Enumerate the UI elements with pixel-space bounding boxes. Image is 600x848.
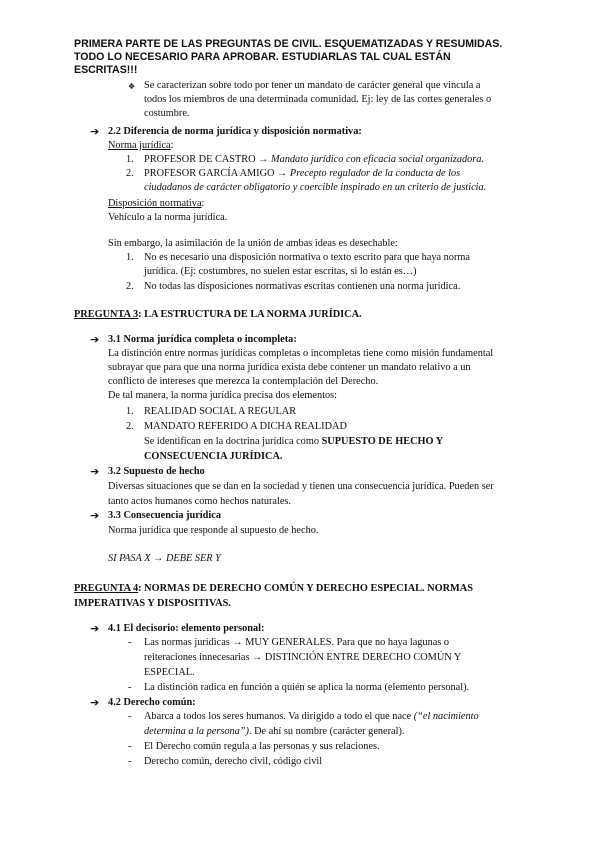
s31-line-4: De tal manera, la norma jurídica precisa dos elementos:: [108, 390, 338, 401]
section-4-1-title: 4.1 El decisorio: elemento personal:: [108, 623, 265, 634]
point-1-line-2: jurídica. (Ej: costumbres, no suelen estar escritas, si lo están es…): [144, 266, 417, 277]
definition-item-2-cont: ciudadanos de carácter obligatorio y coercible inspirado en un criterio de justicia.: [144, 182, 487, 193]
formula: SI PASA X → DEBE SER Y: [108, 553, 221, 564]
doc-title-line-1: PRIMERA PARTE DE LAS PREGUNTAS DE CIVIL. ESQUEMATIZADAS Y RESUMIDAS.: [74, 38, 503, 50]
identifican-line-2: CONSECUENCIA JURÍDICA.: [144, 451, 283, 462]
definition-item-2-text: PROFESOR GARCÍA AMIGO → Precepto regulador de la conducta de los: [144, 168, 461, 179]
norma-juridica-label: Norma jurídica:: [108, 140, 174, 151]
pregunta-3-heading: PREGUNTA 3: LA ESTRUCTURA DE LA NORMA JURÍDICA.: [74, 309, 362, 320]
arrow-bullet-icon: ➔: [90, 465, 100, 478]
s31-line-2: subrayar que para que una norma jurídica exista debe contener un mandato relativo a un: [108, 362, 471, 373]
definition-item-1: 1.: [126, 154, 134, 165]
dash-bullet: -: [128, 756, 132, 767]
point-2-num: 2.: [126, 281, 134, 292]
section-2-2-title: 2.2 Diferencia de norma jurídica y disposición normativa:: [108, 126, 362, 137]
pregunta-4-heading: PREGUNTA 4: NORMAS DE DERECHO COMÚN Y DERECHO ESPECIAL. NORMAS: [74, 583, 473, 594]
s42-b1-line-2: determina a la persona”). De ahí su nombre (carácter general).: [144, 726, 405, 737]
intro-line-2: todos los miembros de una determinada comunidad. Ej: ley de las cortes generales o: [144, 94, 492, 105]
dash-bullet: -: [128, 682, 132, 693]
sin-embargo-text: Sin embargo, la asimilación de la unión de ambas ideas es desechable:: [108, 238, 398, 249]
disposicion-normativa-label: Disposición normativa:: [108, 198, 205, 209]
section-3-3-title: 3.3 Consecuencia jurídica: [108, 510, 221, 521]
s42-b1-line-1: Abarca a todos los seres humanos. Va dirigido a todo el que nace (“el nacimiento: [144, 711, 479, 722]
element-2-num: 2.: [126, 421, 134, 432]
dash-bullet: -: [128, 741, 132, 752]
s31-line-1: La distinción entre normas jurídicas completas o incompletas tiene como misión fundamental: [108, 348, 494, 359]
s32-line-2: tanto actos humanos como hechos naturales.: [108, 496, 292, 507]
s33-text: Norma jurídica que responde al supuesto de hecho.: [108, 525, 319, 536]
section-3-2-title: 3.2 Supuesto de hecho: [108, 466, 205, 477]
s41-b1-line-3: ESPECIAL.: [144, 667, 195, 678]
section-4-2-title: 4.2 Derecho común:: [108, 697, 196, 708]
dash-bullet: -: [128, 711, 132, 722]
s42-b2: El Derecho común regula a las personas y sus relaciones.: [144, 741, 380, 752]
intro-line-3: costumbre.: [144, 108, 190, 119]
doc-title-line-2: TODO LO NECESARIO PARA APROBAR. ESTUDIARLAS TAL CUAL ESTÁN: [74, 51, 451, 63]
arrow-bullet-icon: ➔: [90, 333, 100, 346]
point-1-num: 1.: [126, 252, 134, 263]
diamond-bullet-icon: ❖: [128, 82, 136, 91]
s41-b1-line-1: Las normas jurídicas → MUY GENERALES. Para que no haya lagunas o: [144, 637, 450, 648]
intro-line-1: Se caracterizan sobre todo por tener un mandato de carácter general que vincula a: [144, 80, 481, 91]
definition-item-2: 2.: [126, 168, 134, 179]
element-1-text: REALIDAD SOCIAL A REGULAR: [144, 406, 297, 417]
point-2-line-1: No todas las disposiciones normativas escritas contienen una norma jurídica.: [144, 281, 461, 292]
pregunta-4-heading-cont: IMPERATIVAS Y DISPOSITIVAS.: [74, 598, 231, 609]
doc-title-line-3: ESCRITAS!!!: [74, 64, 138, 76]
definition-item-1-text: PROFESOR DE CASTRO → Mandato jurídico con eficacia social organizadora.: [144, 154, 485, 165]
arrow-bullet-icon: ➔: [90, 125, 100, 138]
arrow-bullet-icon: ➔: [90, 622, 100, 635]
s42-b3: Derecho común, derecho civil, código civil: [144, 756, 323, 767]
dash-bullet: -: [128, 637, 132, 648]
element-1-num: 1.: [126, 406, 134, 417]
arrow-bullet-icon: ➔: [90, 696, 100, 709]
section-3-1-title: 3.1 Norma jurídica completa o incompleta:: [108, 334, 297, 345]
point-1-line-1: No es necesario una disposición normativa o texto escrito para que haya norma: [144, 252, 470, 263]
s41-b2: La distinción radica en función a quién se aplica la norma (elemento personal).: [144, 682, 470, 693]
s32-line-1: Diversas situaciones que se dan en la sociedad y tienen una consecuencia jurídica. Pueden ser: [108, 481, 494, 492]
arrow-bullet-icon: ➔: [90, 509, 100, 522]
s41-b1-line-2: reiteraciones innecesarias → DISTINCIÓN ENTRE DERECHO COMÚN Y: [144, 652, 462, 663]
disposicion-normativa-text: Vehículo a la norma jurídica.: [108, 212, 228, 223]
identifican-line-1: Se identifican en la doctrina jurídica como SUPUESTO DE HECHO Y: [144, 436, 444, 447]
element-2-text: MANDATO REFERIDO A DICHA REALIDAD: [144, 421, 347, 432]
s31-line-3: conflicto de intereses que merezca la contemplación del Derecho.: [108, 376, 379, 387]
